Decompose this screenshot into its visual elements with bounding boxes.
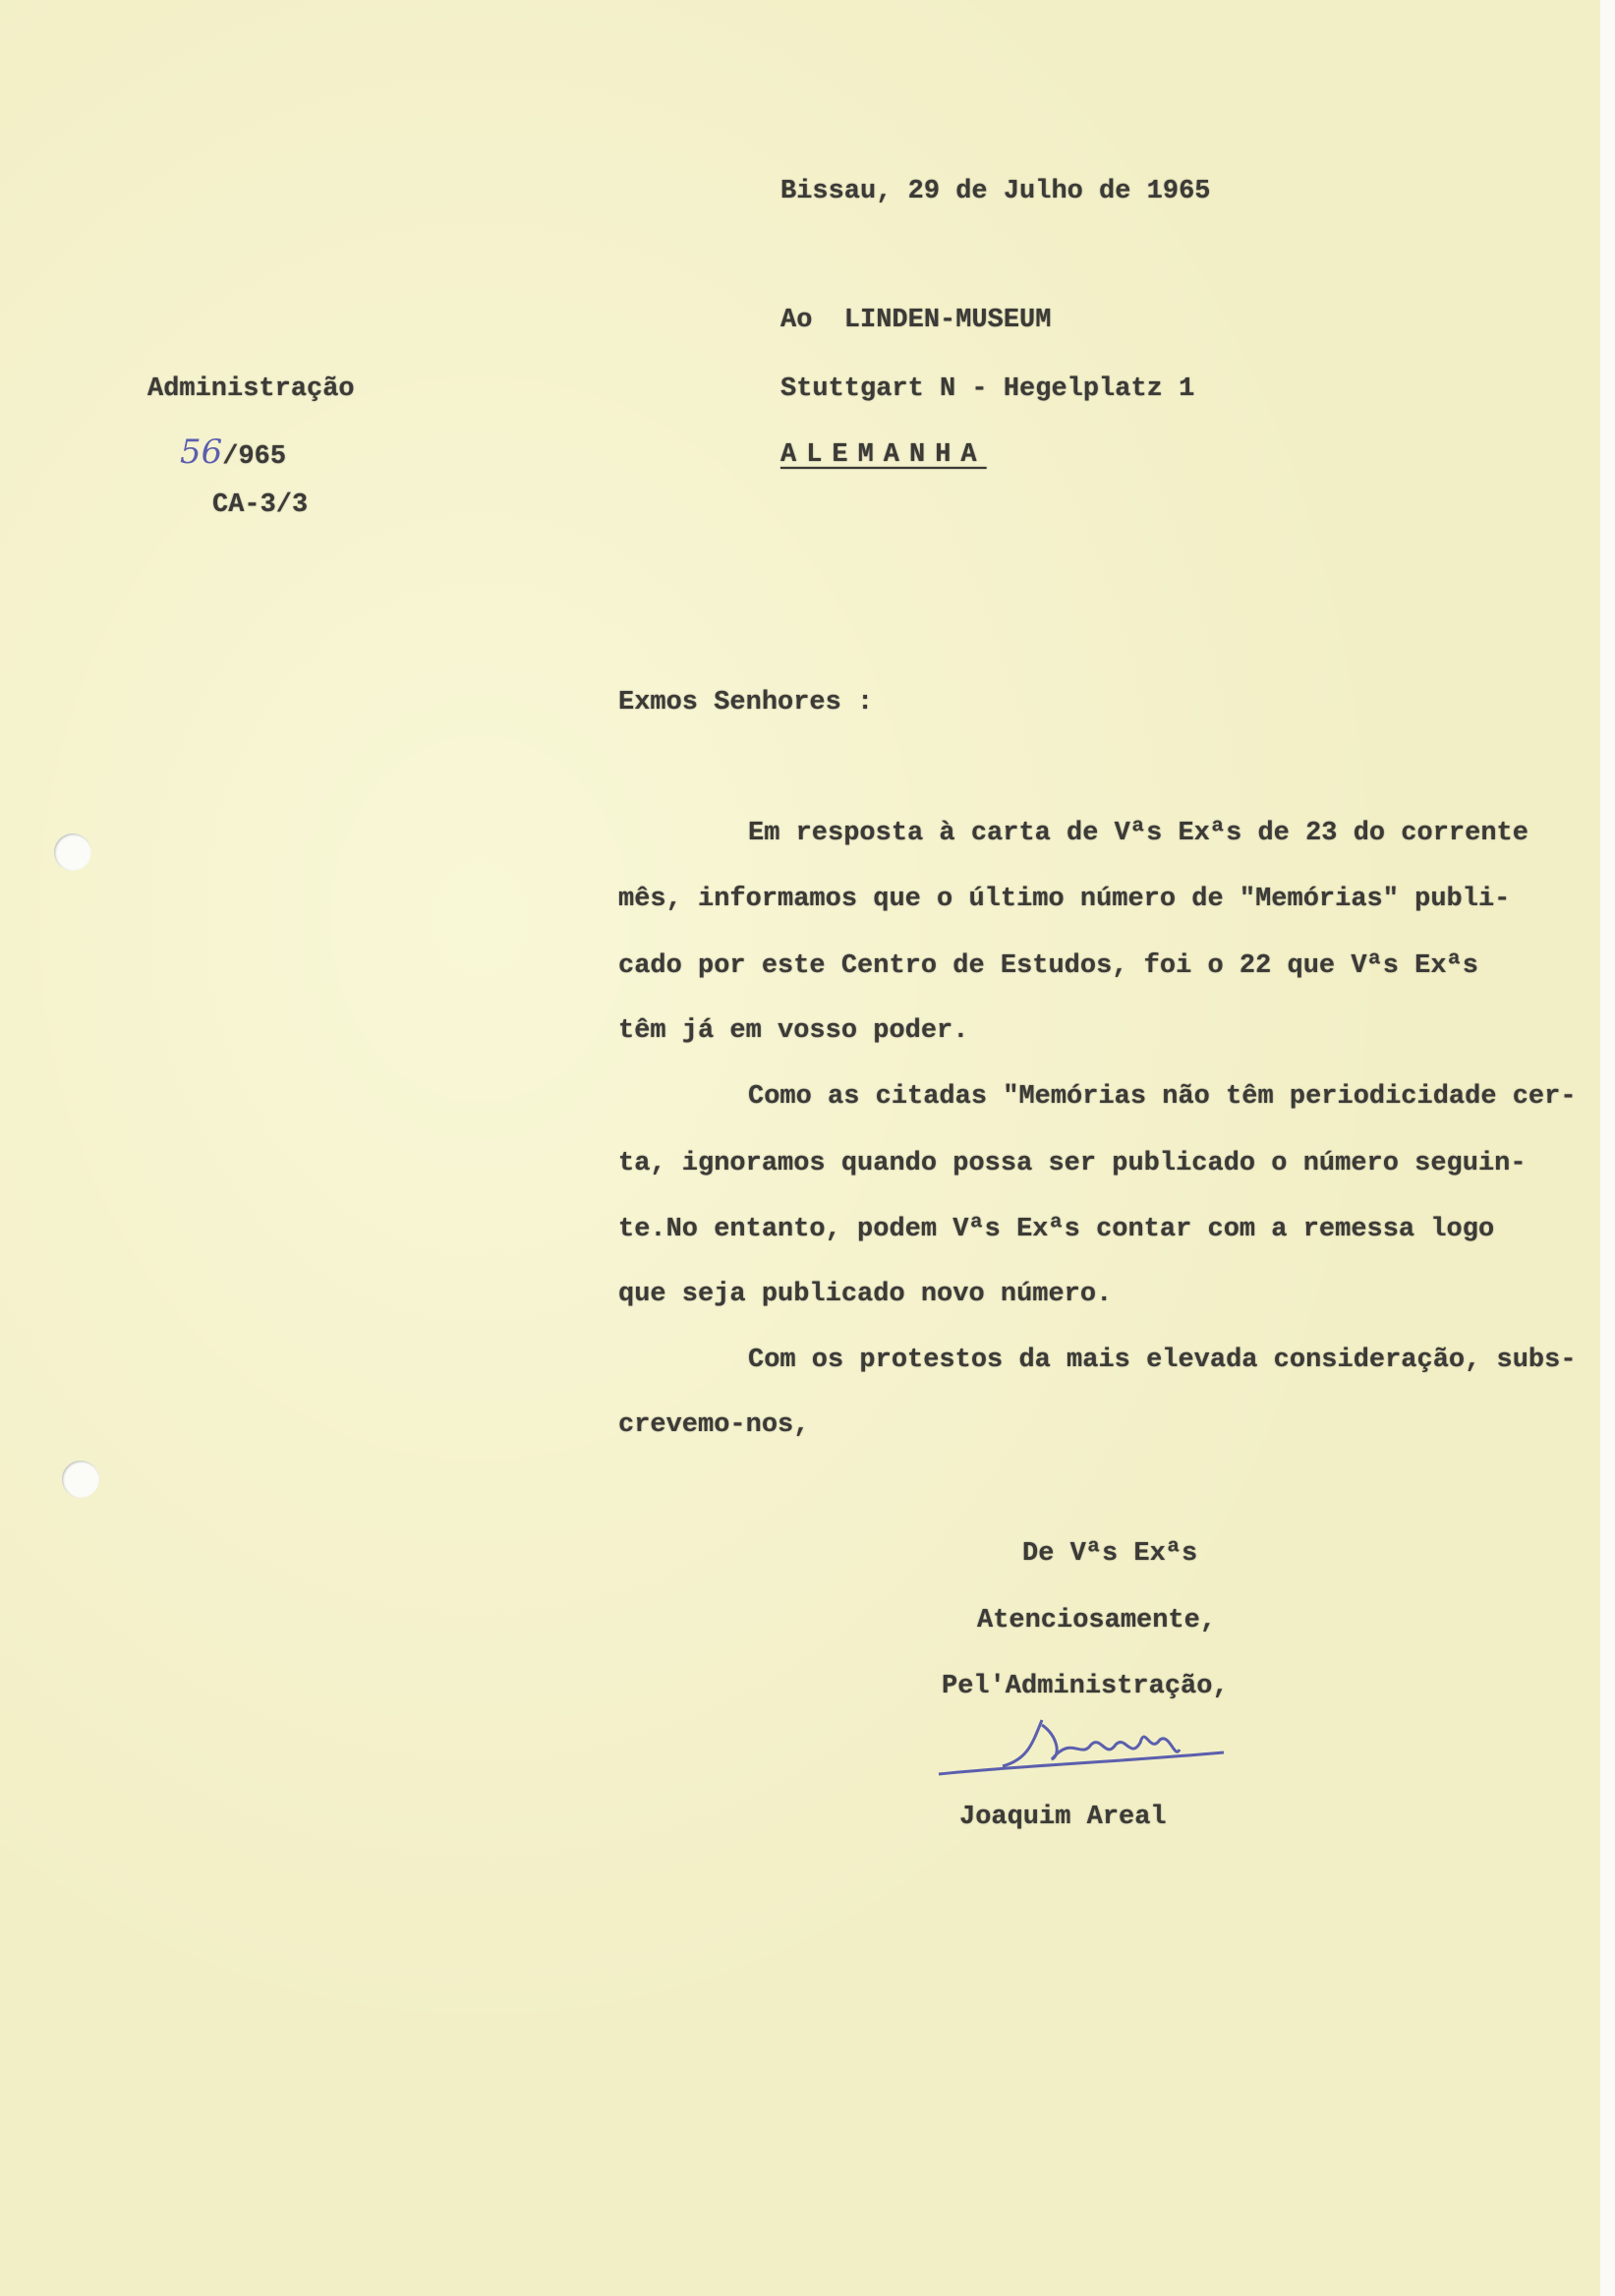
handwritten-number: 56 <box>180 432 223 472</box>
body-line: cado por este Centro de Estudos, foi o 22 que Vªs Exªs <box>618 951 1478 981</box>
body-line: Com os protestos da mais elevada consideração, subs- <box>748 1346 1577 1375</box>
body-line: ta, ignoramos quando possa ser publicado o número seguin- <box>618 1149 1527 1178</box>
page-edge <box>1600 0 1615 2296</box>
body-line: te.No entanto, podem Vªs Exªs contar com a remessa logo <box>618 1215 1495 1244</box>
closing-line: Pel'Administração, <box>942 1672 1229 1701</box>
body-line: Em resposta à carta de Vªs Exªs de 23 do corrente <box>748 819 1528 848</box>
punch-hole <box>62 1461 99 1498</box>
salutation: Exmos Senhores : <box>618 688 874 718</box>
department-label: Administração <box>147 374 355 404</box>
closing-line: De Vªs Exªs <box>1022 1539 1198 1569</box>
reference-code: CA-3/3 <box>212 490 309 520</box>
recipient-country: ALEMANHA <box>780 440 987 470</box>
body-line: Como as citadas "Memórias não têm periodicidade cer- <box>748 1082 1577 1112</box>
recipient-line: Ao LINDEN-MUSEUM <box>780 306 1052 335</box>
recipient-address: Stuttgart N - Hegelplatz 1 <box>780 374 1195 404</box>
reference-number <box>180 432 286 472</box>
signature <box>934 1705 1229 1784</box>
body-line: crevemo-nos, <box>618 1410 810 1440</box>
date-line: Bissau, 29 de Julho de 1965 <box>780 177 1211 206</box>
punch-hole <box>54 833 91 871</box>
signer-name: Joaquim Areal <box>959 1803 1167 1832</box>
closing-line: Atenciosamente, <box>977 1606 1217 1636</box>
body-line: mês, informamos que o último número de "Memórias" publi- <box>618 885 1511 914</box>
reference-year: /965 <box>222 442 287 472</box>
body-line: têm já em vosso poder. <box>618 1016 969 1046</box>
body-line: que seja publicado novo número. <box>618 1280 1113 1309</box>
